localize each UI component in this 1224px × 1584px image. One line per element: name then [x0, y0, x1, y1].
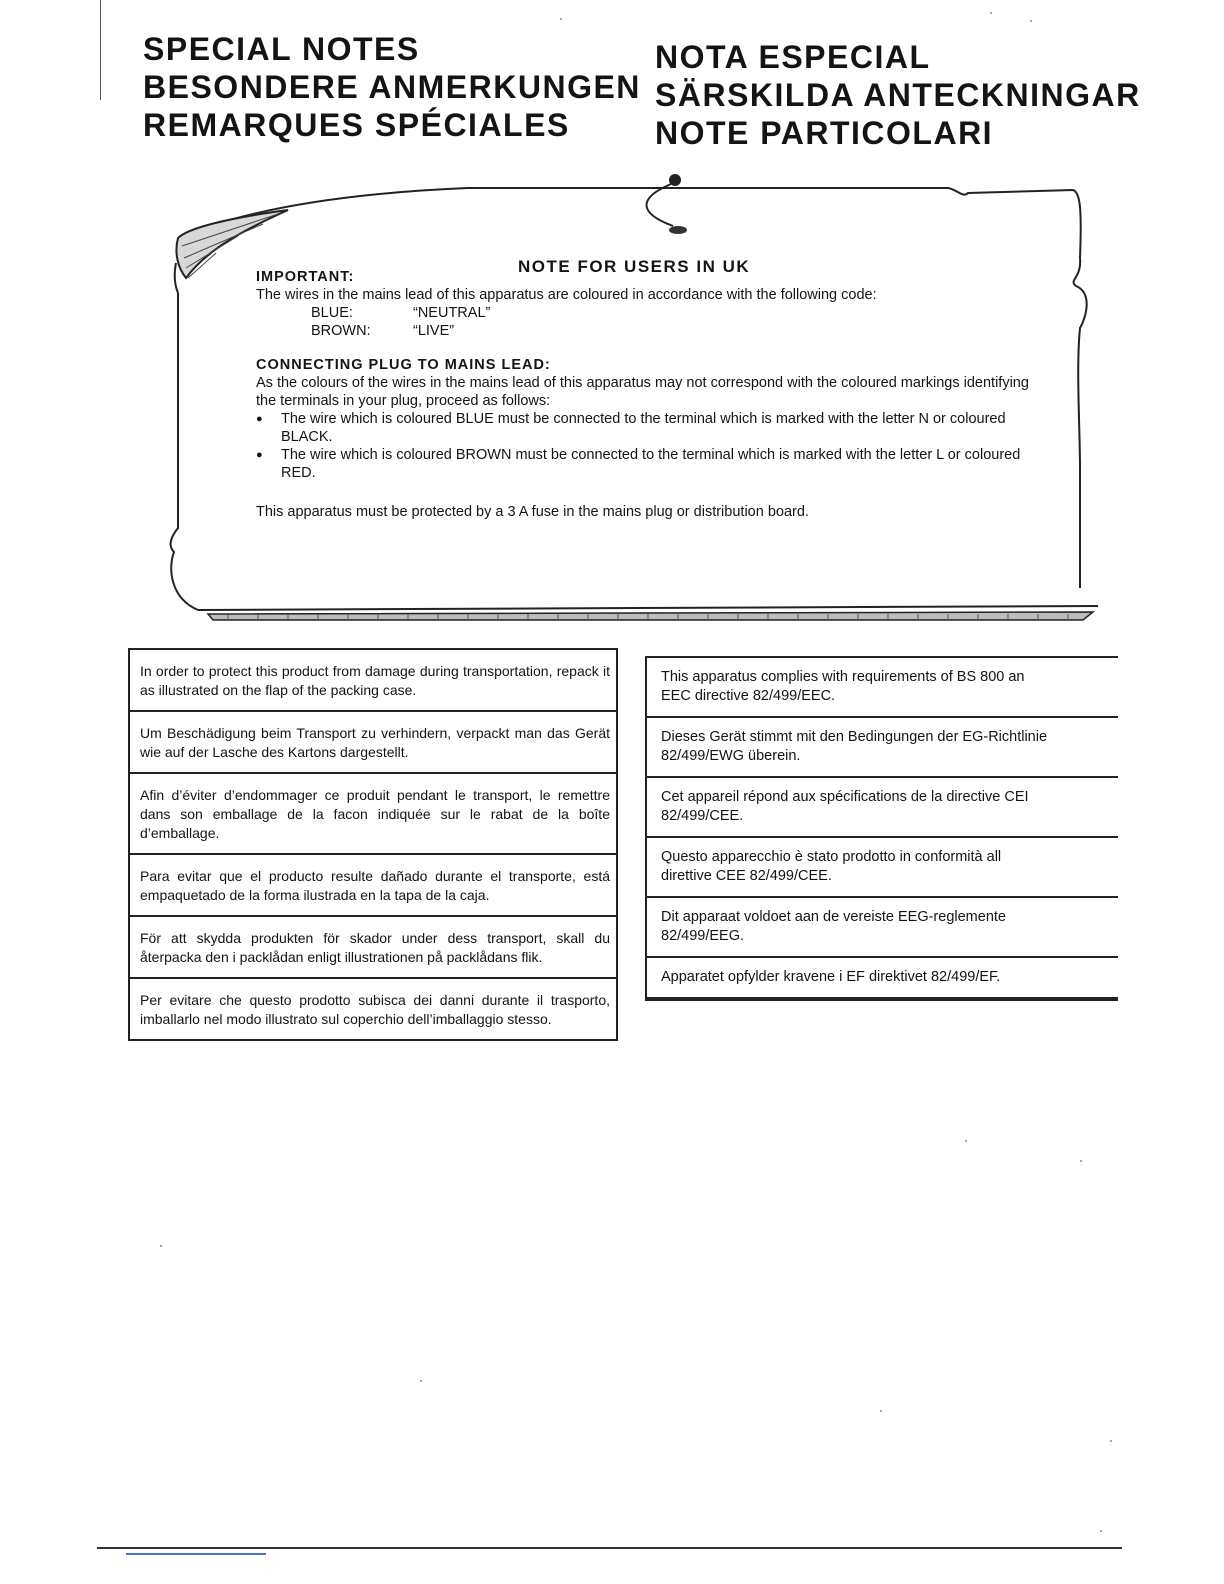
- compliance-line: EEC directive 82/499/EEC.: [661, 688, 836, 704]
- packing-notes-box: [128, 648, 618, 1041]
- wire-code-row: [311, 304, 1036, 322]
- wire-colour-brown: BROWN:: [311, 323, 371, 339]
- wire-code-table: [256, 304, 1036, 340]
- compliance-line: Dit apparaat voldoet aan de vereiste EEG-reglemente: [661, 909, 1006, 925]
- compliance-line: 82/499/EEG.: [661, 928, 745, 944]
- title-german: BESONDERE ANMERKUNGEN: [143, 69, 641, 105]
- wire-colour-blue: BLUE:: [311, 305, 353, 321]
- compliance-line: 82/499/EWG überein.: [661, 748, 801, 764]
- title-italian: NOTE PARTICOLARI: [655, 115, 994, 151]
- footer-rule: [97, 1547, 1122, 1549]
- compliance-note-french: [647, 778, 1118, 838]
- packing-note-english: In order to protect this product from damage during transportation, repack it as illustrated on the flap of the packing case.: [130, 650, 616, 712]
- packing-note-swedish: För att skydda produkten för skador under dess transport, skall du återpacka den i packlådan enligt illustrationen på packlådans flik.: [130, 917, 616, 979]
- title-block-left: [143, 30, 641, 144]
- scan-speck: [1100, 1530, 1102, 1532]
- important-label: IMPORTANT:: [256, 269, 355, 285]
- compliance-line: Dieses Gerät stimmt mit den Bedingungen der EG-Richtlinie: [661, 729, 1048, 745]
- packing-note-french: Afin d’éviter d’endommager ce produit pendant le transport, le remettre dans son emballage de la facon indiquée sur le rabat de la boîte d’emballage.: [130, 774, 616, 855]
- scan-speck: [1030, 20, 1032, 22]
- compliance-note-italian: [647, 838, 1118, 898]
- connecting-heading: CONNECTING PLUG TO MAINS LEAD:: [256, 357, 551, 373]
- packing-note-spanish: Para evitar que el producto resulte dañado durante el transporte, está empaquetado de la forma ilustrada en la tapa de la caja.: [130, 855, 616, 917]
- uk-notice-title: NOTE FOR USERS IN UK: [518, 257, 751, 276]
- scan-speck: [1080, 1160, 1082, 1162]
- packing-note-italian: Per evitare che questo prodotto subisca dei danni durante il trasporto, imballarlo nel modo illustrato sul coperchio dell’imballaggio stesso.: [140, 992, 610, 1027]
- wire-role-neutral: “NEUTRAL”: [413, 305, 491, 321]
- title-block-right: [655, 38, 1141, 152]
- wire-role-live: “LIVE”: [413, 323, 455, 339]
- scan-speck: [990, 12, 992, 14]
- compliance-note-german: [647, 718, 1118, 778]
- compliance-note-dutch: [647, 898, 1118, 958]
- uk-notice: [256, 258, 1036, 521]
- uk-notice-header: [256, 258, 1036, 286]
- wire-code-row: [311, 322, 1036, 340]
- scan-speck: [880, 1410, 882, 1412]
- connecting-steps: [256, 410, 1036, 482]
- scan-speck: [420, 1380, 422, 1382]
- title-english: SPECIAL NOTES: [143, 31, 420, 67]
- compliance-note-english: [647, 658, 1118, 718]
- compliance-line: 82/499/CEE.: [661, 808, 744, 824]
- title-swedish: SÄRSKILDA ANTECKNINGAR: [655, 77, 1141, 113]
- packing-note-german: Um Beschädigung beim Transport zu verhindern, verpackt man das Gerät wie auf der Lasche des Kartons dargestellt.: [130, 712, 616, 774]
- compliance-line: Cet appareil répond aux spécifications de la directive CEI: [661, 789, 1029, 805]
- wire-code-intro: The wires in the mains lead of this apparatus are coloured in accordance with the following code:: [256, 287, 877, 303]
- compliance-line: Apparatet opfylder kravene i EF direktivet 82/499/EF.: [661, 969, 1001, 985]
- title-french: REMARQUES SPÉCIALES: [143, 107, 570, 143]
- connecting-text: As the colours of the wires in the mains lead of this apparatus may not correspond with the coloured markings identifying the terminals in your plug, proceed as follows:: [256, 375, 1029, 409]
- scan-speck: [1110, 1440, 1112, 1442]
- footer-accent-rule: [126, 1553, 266, 1555]
- compliance-line: Questo apparecchio è stato prodotto in conformità all: [661, 849, 1002, 865]
- list-item: ● The wire which is coloured BLUE must be connected to the terminal which is marked with the letter N or coloured BLACK.: [256, 410, 1036, 446]
- scan-speck: [160, 1245, 162, 1247]
- list-item: ● The wire which is coloured BROWN must be connected to the terminal which is marked with the letter L or coloured RED.: [256, 446, 1036, 482]
- title-spanish: NOTA ESPECIAL: [655, 39, 931, 75]
- fuse-requirement: This apparatus must be protected by a 3 A fuse in the mains plug or distribution board.: [256, 504, 809, 520]
- compliance-line: direttive CEE 82/499/CEE.: [661, 868, 832, 884]
- compliance-line: This apparatus complies with requirements of BS 800 an: [661, 669, 1025, 685]
- compliance-note-danish: [647, 958, 1118, 999]
- scan-speck: [560, 18, 562, 20]
- scan-speck: [965, 1140, 967, 1142]
- compliance-notes-box: [645, 656, 1118, 1001]
- margin-rule: [100, 0, 101, 100]
